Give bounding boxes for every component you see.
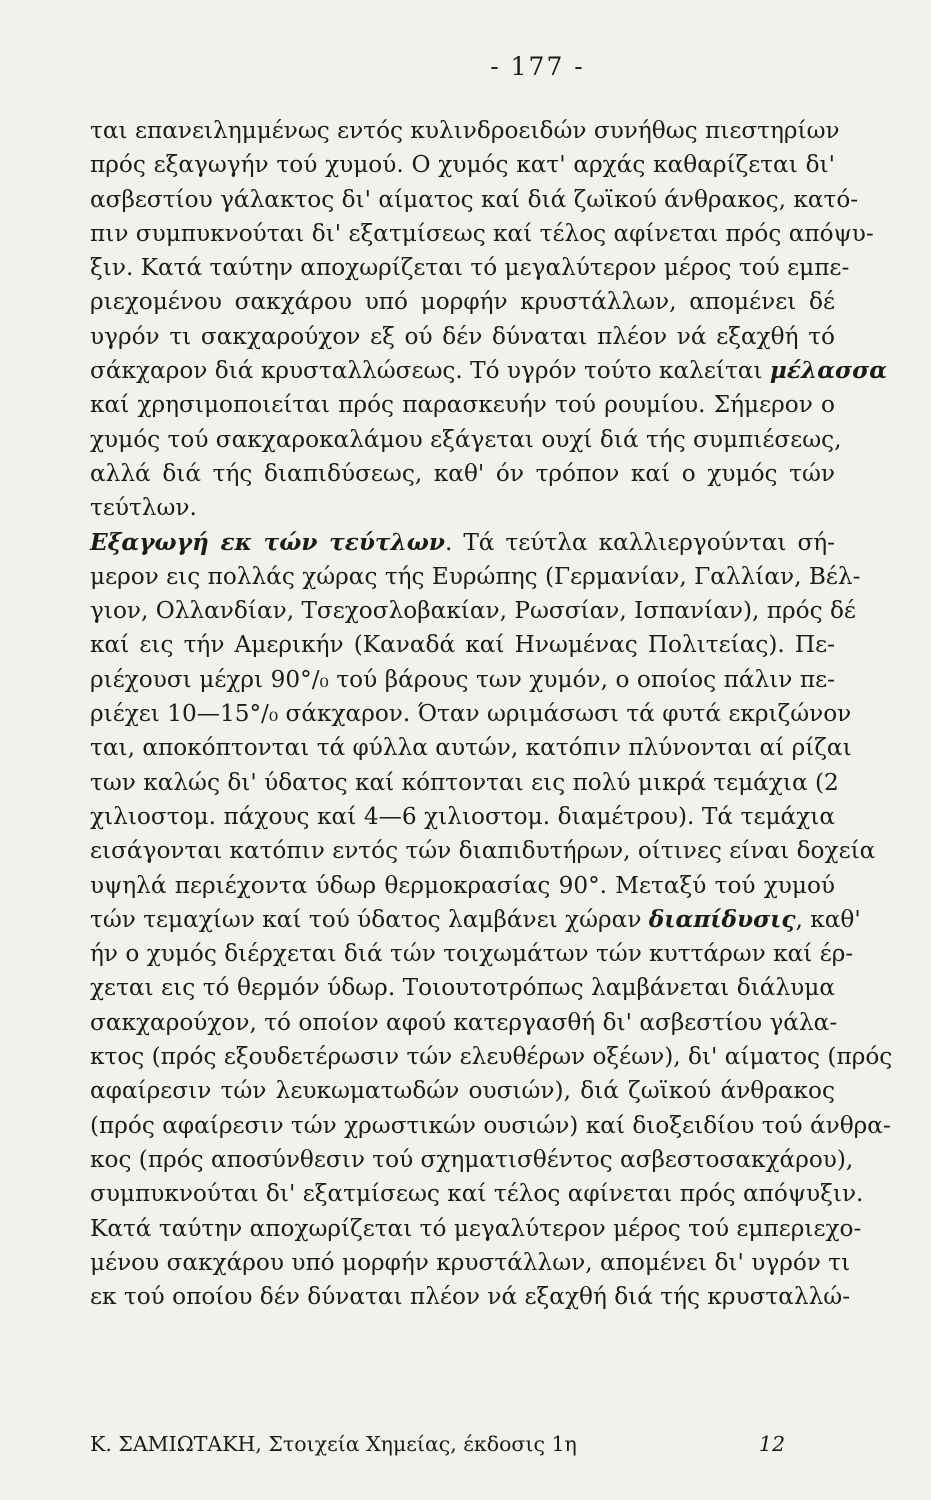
line-text: μερον εις πολλάς χώρας τής Ευρώπης (Γερμανίαν, Γαλλίαν, Βέλ-	[90, 562, 861, 590]
line-text: ξιν. Κατά ταύτην αποχωρίζεται τό μεγαλύτερον μέρος τού εμπε-	[90, 254, 850, 282]
text-line	[90, 1177, 864, 1211]
line-text: καί χρησιμοποιείται πρός παρασκευήν τού ρουμίου. Σήμερον ο	[90, 391, 835, 419]
line-text: κος (πρός αποσύνθεσιν τού σχηματισθέντος ασβεστοσακχάρου),	[90, 1145, 854, 1173]
text-line	[90, 731, 852, 765]
line-text: ται επανειλημμένως εντός κυλινδροειδών συνήθως πιεστηρίων	[90, 117, 840, 144]
emphasized-term: διαπίδυσις	[648, 905, 796, 933]
text-line	[90, 663, 835, 697]
line-text: υγρόν τι σακχαρούχον εξ ού δέν δύναται πλέον νά εξαχθή τό	[90, 322, 835, 350]
line-text: πιν συμπυκνούται δι' εξατμίσεως καί τέλος αφίνεται πρός απόψυ-	[90, 219, 874, 247]
line-text: χυμός τού σακχαροκαλάμου εξάγεται ουχί διά τής συμπιέσεως,	[90, 425, 842, 453]
body-text	[90, 114, 893, 1314]
line-text: μένου σακχάρου υπό μορφήν κρυστάλλων, απομένει δι' υγρόν τι	[90, 1248, 851, 1276]
line-text: εισάγονται κατόπιν εντός τών διαπιδυτήρων, οίτινες είναι δοχεία	[90, 837, 876, 865]
line-text: γιον, Ολλανδίαν, Τσεχοσλοβακίαν, Ρωσσίαν, Ισπανίαν), πρός δέ	[90, 597, 856, 625]
line-text: ήν ο χυμός διέρχεται διά τών τοιχωμάτων τών κυττάρων καί έρ-	[90, 940, 854, 968]
line-text: ασβεστίου γάλακτος δι' αίματος καί διά ζωϊκού άνθρακος, κατό-	[90, 185, 859, 213]
text-line	[90, 1246, 851, 1280]
line-text: των καλώς δι' ύδατος καί κόπτονται εις πολύ μικρά τεμάχια (2	[90, 768, 839, 796]
text-line	[90, 869, 835, 903]
text-line	[90, 183, 859, 217]
line-text: εκ τού οποίου δέν δύναται πλέον νά εξαχθή διά τής κρυσταλλώ-	[90, 1283, 851, 1311]
text-line	[90, 148, 835, 182]
line-text: σακχαρούχον, τό οποίον αφού κατεργασθή δι' ασβεστίου γάλα-	[90, 1008, 838, 1036]
text-line	[90, 628, 835, 662]
page-footer	[90, 1430, 785, 1458]
line-text: υψηλά περιέχοντα ύδωρ θερμοκρασίας 90°. Μεταξύ τού χυμού	[90, 871, 835, 899]
line-text: χεται εις τό θερμόν ύδωρ. Τοιουτοτρόπως λαμβάνεται διάλυμα	[90, 974, 835, 1002]
text-line	[90, 1143, 854, 1177]
text-line	[90, 697, 852, 731]
text-line	[90, 903, 861, 937]
text-line	[90, 1109, 891, 1143]
line-text: αφαίρεσιν τών λευκωματωδών ουσιών), διά ζωϊκού άνθρακος	[90, 1077, 835, 1105]
text-line	[90, 423, 842, 457]
text-line	[90, 1212, 862, 1246]
line-text: αλλά διά τής διαπιδύσεως, καθ' όν τρόπον καί ο χυμός τών	[90, 459, 835, 487]
text-line	[90, 937, 854, 971]
line-text: συμπυκνούται δι' εξατμίσεως καί τέλος αφίνεται πρός απόψυξιν.	[90, 1180, 864, 1208]
line-text: . Τά τεύτλα καλλιεργούνται σή-	[444, 528, 835, 556]
footer-citation: Κ. ΣΑΜΙΩΤΑΚΗ, Στοιχεία Χημείας, έκδοσις 1η	[90, 1432, 577, 1456]
line-text: ριέχει 10—15°/₀ σάκχαρον. Όταν ωριμάσωσι τά φυτά εκριζώνον	[90, 700, 852, 728]
text-line	[90, 1280, 851, 1314]
text-line	[90, 800, 835, 834]
line-text: πρός εξαγωγήν τού χυμού. Ο χυμός κατ' αρχάς καθαρίζεται δι'	[90, 151, 835, 179]
text-line	[90, 1040, 893, 1074]
page-number: - 177 -	[490, 52, 585, 81]
line-text: , καθ'	[795, 905, 861, 933]
text-line	[90, 251, 850, 285]
text-line	[90, 1074, 835, 1108]
text-line	[90, 491, 835, 525]
text-line	[90, 834, 876, 868]
line-text: τεύτλων.	[90, 494, 197, 522]
line-text: (πρός αφαίρεσιν τών χρωστικών ουσιών) καί διοξειδίου τού άνθρα-	[90, 1111, 891, 1139]
line-text: κτος (πρός εξουδετέρωσιν τών ελευθέρων οξέων), δι' αίματος (πρός	[90, 1043, 893, 1071]
text-line	[90, 971, 835, 1005]
text-line	[90, 526, 835, 560]
section-heading: Εξαγωγή εκ τών τεύτλων	[90, 528, 445, 556]
line-text: χιλιοστομ. πάχους καί 4—6 χιλιοστομ. διαμέτρου). Τά τεμάχια	[90, 802, 835, 830]
text-line	[90, 1006, 838, 1040]
line-text: ριέχουσι μέχρι 90°/₀ τού βάρους των χυμόν, ο οποίος πάλιν πε-	[90, 665, 835, 693]
text-line	[90, 114, 840, 148]
text-line	[90, 457, 835, 491]
line-text: σάκχαρον διά κρυσταλλώσεως. Τό υγρόν τούτο καλείται	[90, 357, 770, 385]
text-line	[90, 388, 835, 422]
emphasized-term: μέλασσα	[769, 357, 888, 385]
text-line	[90, 560, 861, 594]
line-text: τών τεμαχίων καί τού ύδατος λαμβάνει χώραν	[90, 905, 649, 933]
text-line	[90, 354, 888, 388]
text-line	[90, 320, 835, 354]
text-line	[90, 766, 839, 800]
text-line	[90, 594, 856, 628]
line-text: καί εις τήν Αμερικήν (Καναδά καί Ηνωμένας Πολιτείας). Πε-	[90, 631, 835, 659]
line-text: Κατά ταύτην αποχωρίζεται τό μεγαλύτερον μέρος τού εμπεριεχο-	[90, 1214, 862, 1242]
signature-mark: 12	[758, 1432, 785, 1456]
text-line	[90, 285, 835, 319]
line-text: ται, αποκόπτονται τά φύλλα αυτών, κατόπιν πλύνονται αί ρίζαι	[90, 734, 852, 762]
line-text: ριεχομένου σακχάρου υπό μορφήν κρυστάλλων, απομένει δέ	[90, 288, 835, 316]
text-line	[90, 217, 874, 251]
